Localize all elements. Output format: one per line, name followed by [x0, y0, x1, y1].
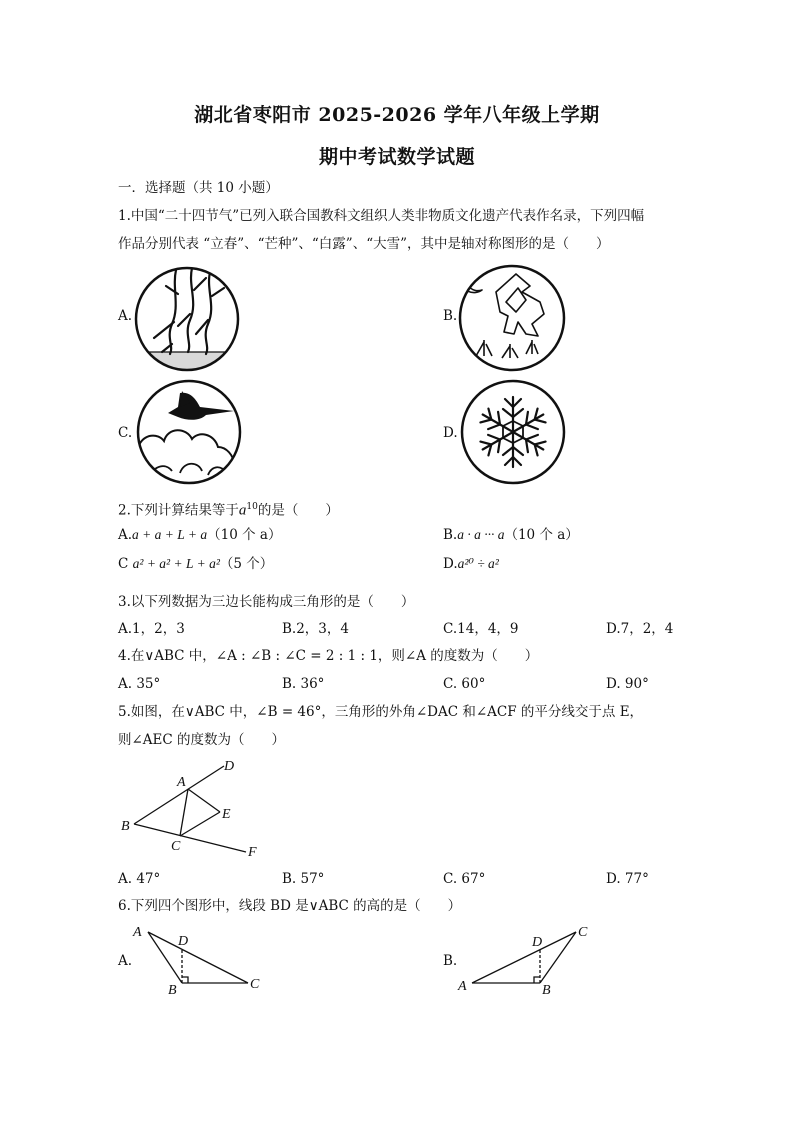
- q1-option-d-label: D.: [443, 425, 458, 441]
- side-b-c: [540, 932, 576, 983]
- point-label-d: D: [224, 759, 235, 774]
- q3-option-a: A.1，2，3: [118, 621, 185, 637]
- segment-c-e: [180, 812, 220, 836]
- section-heading: 一．选择题（共 10 小题）: [118, 180, 279, 196]
- point-label-e: E: [222, 807, 231, 822]
- point-label-d: D: [178, 934, 189, 949]
- q2-option-c: [118, 555, 273, 573]
- q1-option-c-label: C.: [118, 425, 133, 441]
- q4-option-c: C. 60°: [443, 676, 486, 692]
- q6-option-a-label: A.: [118, 953, 133, 969]
- q2-option-a: [118, 526, 281, 544]
- q2-option-b-note: （10 个 a）: [504, 527, 579, 543]
- willow-picture: [132, 264, 242, 374]
- q2-option-a-math: a + a + L + a: [132, 527, 208, 542]
- q3-option-c: C.14，4，9: [443, 621, 519, 637]
- point-label-a: A: [177, 775, 186, 790]
- segment-a-e: [188, 789, 220, 812]
- q2-option-d-label: D.: [443, 556, 458, 572]
- point-label-b: B: [121, 819, 130, 834]
- q6-option-b-label: B.: [443, 953, 458, 969]
- line-b-f: [134, 824, 246, 852]
- q4-option-b: B. 36°: [282, 676, 325, 692]
- q2-stem-math: a: [238, 502, 247, 519]
- side-a-c: [472, 932, 576, 983]
- q5-figure: [116, 752, 276, 864]
- q1-option-b-label: B.: [443, 308, 458, 324]
- q1-stem-line1: 1.中国“二十四节气”已列入联合国教科文组织人类非物质文化遗产代表作名录，下列四幅: [118, 208, 645, 224]
- side-a-c: [148, 932, 248, 983]
- point-label-a: A: [458, 979, 467, 994]
- q6-figure-b: [452, 920, 598, 998]
- right-angle-mark: [182, 977, 188, 983]
- point-label-c: C: [171, 839, 181, 854]
- side-a-b: [148, 932, 182, 983]
- q5-option-a: A. 47°: [118, 871, 161, 887]
- q2-stem-tail: 的是（ ）: [257, 502, 339, 519]
- point-label-c: C: [578, 925, 588, 940]
- q3-stem: 3.以下列数据为三边长能构成三角形的是（ ）: [118, 594, 415, 610]
- point-label-f: F: [248, 845, 257, 860]
- q2-stem-text: 2.下列计算结果等于: [118, 502, 239, 519]
- snowflake-picture: [458, 377, 568, 487]
- q2-option-c-math: a² + a² + L + a²: [132, 556, 220, 571]
- q2-option-b-label: B.: [443, 527, 458, 543]
- q2-stem: [118, 498, 339, 520]
- q2-option-a-label: A.: [118, 527, 133, 543]
- q5-option-b: B. 57°: [282, 871, 325, 887]
- q4-option-a: A. 35°: [118, 676, 161, 692]
- q4-option-d: D. 90°: [606, 676, 649, 692]
- point-label-b: B: [168, 983, 177, 998]
- doc-title-line2: 期中考试数学试题: [318, 146, 475, 168]
- point-label-a: A: [133, 925, 142, 940]
- mangzhong-picture: [456, 262, 568, 374]
- q6-stem: 6.下列四个图形中，线段 BD 是∨ABC 的高的是（ ）: [118, 898, 462, 914]
- q1-option-a-label: A.: [118, 308, 133, 324]
- point-label-d: D: [532, 935, 543, 950]
- q3-option-d: D.7，2，4: [606, 621, 674, 637]
- point-label-b: B: [542, 983, 551, 998]
- q5-stem-line1: 5.如图，在∨ABC 中，∠B = 46°，三角形的外角∠DAC 和∠ACF 的平分线交于点 E，: [118, 704, 644, 720]
- q2-option-c-label: C: [118, 556, 129, 572]
- q2-option-d-math: a²⁰ ÷ a²: [457, 556, 499, 571]
- q2-option-d: [443, 555, 499, 573]
- q6-figure-a: [130, 922, 270, 998]
- q5-stem-line2: 则∠AEC 的度数为（ ）: [118, 732, 286, 748]
- right-angle-mark: [534, 977, 540, 983]
- q2-option-b-math: a · a ··· a: [457, 527, 505, 542]
- segment-a-c: [180, 789, 188, 836]
- q4-stem: 4.在∨ABC 中，∠A : ∠B : ∠C = 2 : 1 : 1，则∠A 的度数为（ ）: [118, 648, 539, 664]
- q2-option-a-note: （10 个 a）: [207, 527, 282, 543]
- q3-option-b: B.2，3，4: [282, 621, 349, 637]
- q5-option-d: D. 77°: [606, 871, 649, 887]
- q2-option-b: [443, 526, 579, 544]
- q2-stem-sup: 10: [246, 502, 258, 512]
- q5-option-c: C. 67°: [443, 871, 486, 887]
- q1-stem-line2: 作品分别代表 “立春”、“芒种”、“白露”、“大雪”，其中是轴对称图形的是（ ）: [118, 236, 610, 252]
- point-label-c: C: [250, 977, 260, 992]
- bailu-picture: [134, 377, 244, 487]
- doc-title-line1: 湖北省枣阳市 2025-2026 学年八年级上学期: [194, 104, 600, 126]
- q2-option-c-note: （5 个）: [219, 556, 274, 572]
